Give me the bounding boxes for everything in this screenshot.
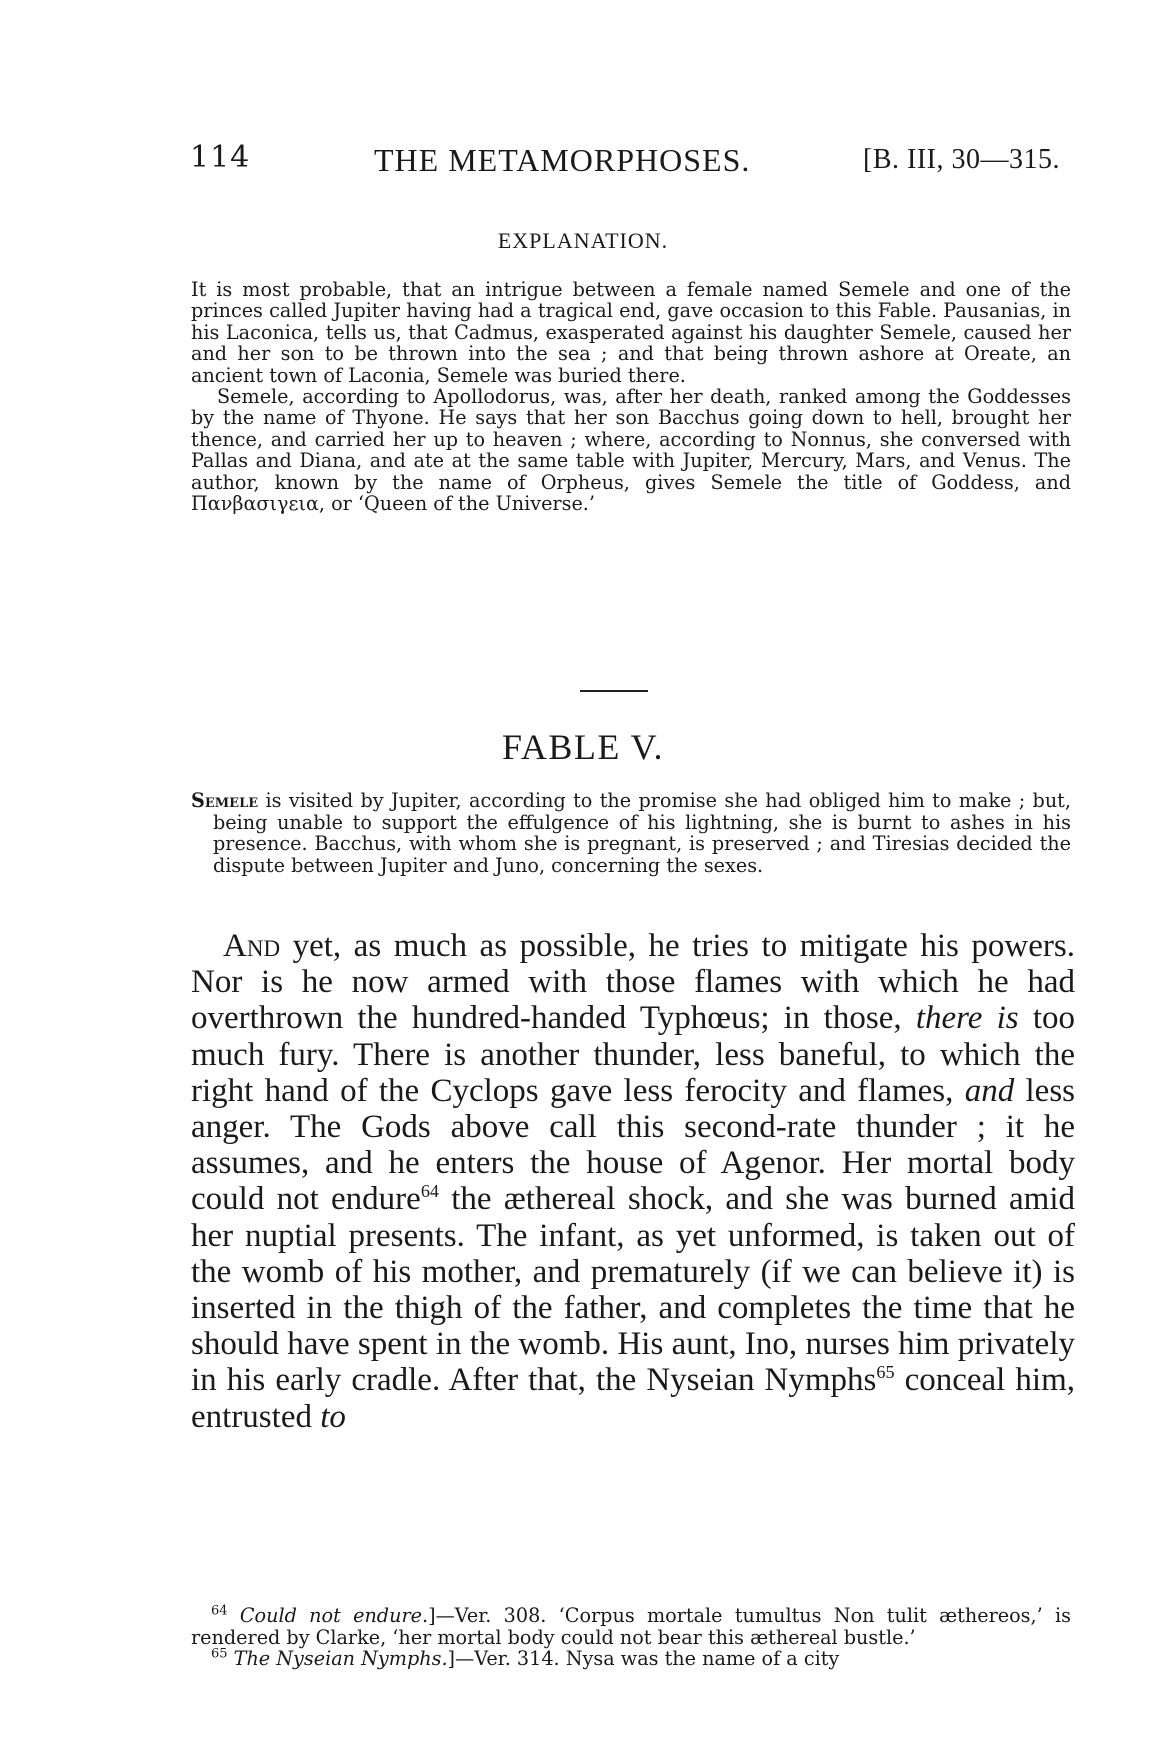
footnote-number: 65	[211, 1646, 228, 1662]
footnote-64	[191, 1605, 1071, 1648]
explanation-paragraph-2: Semele, according to Apollodorus, was, after her death, ranked among the Goddesses by the name of Thyone. He says that her son Bacchus going down to hell, brought her thence, and carried her up to heaven ; where, according to Nonnus, she conversed with Pallas and Diana, and ate at the same table with Jupiter, Mercury, Mars, and Venus. The author, known by the name of Orpheus, gives Semele the title of Goddess, and Πανβασιγεια, or ‘Queen of the Universe.’	[191, 385, 1071, 516]
narrative-part: yet, as much as possible, he tries to mitigate his powers. Nor is he now armed with those flames with which he had overthrown the hundred-handed Typhœus; in those,	[191, 928, 1075, 1037]
fable-argument	[191, 790, 1071, 876]
footnote-reference[interactable]: 64	[420, 1181, 439, 1202]
narrative-part: too much fury. There is another thunder, less baneful, to which the right hand of the Cyclops gave less ferocity and flames,	[191, 1000, 1076, 1109]
explanation-heading: EXPLANATION.	[497, 228, 669, 253]
narrative-text	[191, 928, 1075, 1435]
explanation-paragraph-1: It is most probable, that an intrigue between a female named Semele and one of the princes called Jupiter having had a tragical end, gave occasion to this Fable. Pausanias, in his Laconica, tells us, that Cadmus, exasperated against his daughter Semele, caused her and her son to be thrown into the sea ; and that being thrown ashore at Oreate, an ancient town of Laconia, Semele was buried there.	[191, 278, 1071, 387]
footnote-65	[191, 1648, 1071, 1670]
footnote-lead: Could not endure.	[239, 1604, 429, 1627]
page-number: 114	[190, 140, 251, 175]
footnote-number: 64	[211, 1603, 228, 1619]
narrative-part: the æthereal shock, and she was burned amid her nuptial presents. The infant, as yet unformed, is taken out of the womb of his mother, and prematurely (if we can believe it) is inserted in the thigh of the father, and completes the time that he should have spent in the womb. His aunt, Ino, nurses him privately in his early cradle. After that, the Nyseian Nymphs	[191, 1181, 1075, 1399]
narrative-italic: there is	[915, 1000, 1019, 1037]
footnote-lead: The Nyseian Nymphs.	[233, 1647, 448, 1671]
book-title: THE METAMORPHOSES.	[374, 142, 751, 178]
book-reference: [B. III, 30—315.	[863, 144, 1060, 175]
argument-lead-word: Semele	[191, 789, 259, 812]
footnote-text: ]—Ver. 314. Nysa was the name of a city	[447, 1647, 840, 1671]
running-header	[190, 140, 1070, 180]
narrative-part: less anger. The Gods above call this second-rate thunder ; it he assumes, and he enters the house of Agenor. Her mortal body could not endure	[191, 1072, 1076, 1218]
footnote-reference[interactable]: 65	[876, 1362, 895, 1383]
narrative-italic: and	[964, 1072, 1015, 1109]
narrative-lead-word: And	[223, 928, 281, 964]
narrative-italic: to	[320, 1398, 346, 1435]
argument-text: is visited by Jupiter, according to the promise she had obliged him to make ; but, being unable to support the effulgence of his lightning, she is burnt to ashes in his presence. Bacchus, with whom she is pregnant, is preserved ; and Tiresias decided the dispute between Jupiter and Juno, concerning the sexes.	[213, 789, 1071, 877]
explanation-body	[191, 279, 1071, 514]
narrative-part: conceal him, entrusted	[191, 1362, 1075, 1435]
section-divider	[580, 690, 648, 692]
footnotes	[191, 1605, 1071, 1670]
fable-title: FABLE V.	[501, 727, 665, 767]
footnote-text: ]—Ver. 308. ‘Corpus mortale tumultus Non tulit æthereos,’ is rendered by Clarke, ‘her mortal body could not bear this æthereal bustle.’	[191, 1604, 1072, 1649]
